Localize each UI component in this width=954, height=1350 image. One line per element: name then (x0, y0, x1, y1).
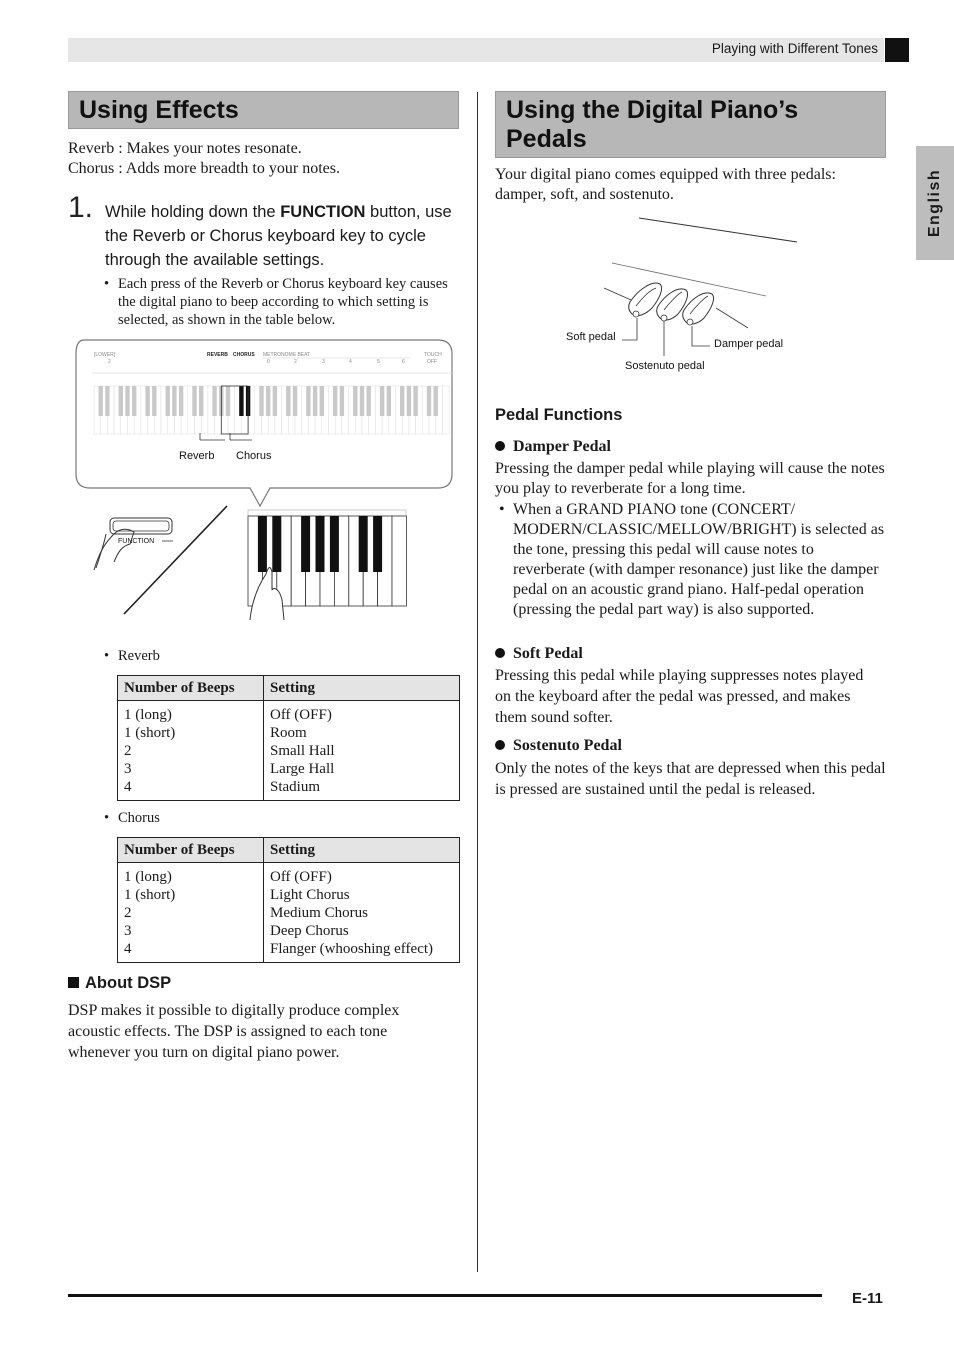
reverb-setting-3: Large Hall (270, 761, 335, 777)
panel-num-0: 2 (108, 359, 111, 365)
step-text-before: While holding down the (105, 203, 281, 221)
function-keyword: FUNCTION (280, 203, 366, 221)
bullet-dot-icon (495, 441, 505, 451)
panel-label-touch: TOUCH (424, 352, 442, 358)
black-key (166, 386, 170, 416)
reverb-setting-1: Room (270, 725, 307, 741)
step-bullet: Each press of the Reverb or Chorus keyboard key causes the digital piano to beep according to which setting is selected, as shown in the table below. (118, 276, 448, 328)
reverb-table-header-setting: Setting (264, 676, 460, 701)
reverb-settings-cell (264, 701, 460, 801)
black-key (192, 386, 196, 416)
chorus-beeps-4: 4 (124, 941, 132, 957)
black-key (427, 386, 431, 416)
black-key (273, 386, 277, 416)
white-key (392, 516, 406, 606)
def-desc-reverb: Makes your notes resonate. (126, 140, 302, 157)
black-key (105, 386, 109, 416)
pedals-heading-box (495, 91, 886, 158)
chorus-setting-3: Deep Chorus (270, 923, 349, 939)
black-key (380, 386, 384, 416)
keyboard-illustration (70, 338, 458, 620)
effect-definitions (68, 139, 468, 179)
soft-text: Pressing this pedal while playing suppresses notes played on the keyboard after the pedal was pressed, and makes them sound softer. (495, 667, 864, 726)
panel-num-3: 3 (322, 359, 325, 365)
black-key (400, 386, 404, 416)
reverb-beeps-3: 3 (124, 761, 132, 777)
sostenuto-heading (495, 737, 622, 755)
sostenuto-heading-text: Sostenuto Pedal (513, 737, 622, 754)
keyboard-top-strip (94, 386, 449, 434)
black-key (266, 386, 270, 416)
panel-label-metronome: METRONOME BEAT (263, 352, 311, 358)
black-key (353, 386, 357, 416)
pedals-title-line2: Pedals (506, 125, 587, 153)
chorus-settings-cell (264, 863, 460, 963)
pedals-intro: Your digital piano comes equipped with three pedals: damper, soft, and sostenuto. (495, 166, 836, 203)
step-number: 1. (68, 191, 94, 224)
reverb-setting-2: Small Hall (270, 743, 335, 759)
column-divider (477, 92, 478, 1272)
def-term-chorus: Chorus : (68, 160, 123, 177)
panel-num-1: 0 (267, 359, 270, 365)
black-key (320, 386, 324, 416)
chorus-table-header-beeps: Number of Beeps (118, 838, 264, 863)
bullet-mark: • (499, 501, 505, 518)
damper-text: Pressing the damper pedal while playing will cause the notes you play to reverberate for a long time. (495, 460, 885, 497)
pedals-illustration (560, 210, 800, 380)
black-key (387, 386, 391, 416)
black-key (340, 386, 344, 416)
black-key (199, 386, 203, 416)
black-key (373, 516, 382, 572)
black-key (293, 386, 297, 416)
damper-bullet: When a GRAND PIANO tone (CONCERT/ MODERN/CLASSIC/MELLOW/BRIGHT) is selected as the tone, pressing this pedal will cause notes to reverberate (with damper resonance) just like the damper pedal on an acoustic grand piano. Half-pedal operation (pressing the pedal part way) is also supported. (513, 501, 885, 618)
footer-rule (68, 1294, 822, 1297)
bullet-mark: • (104, 276, 110, 292)
black-key (272, 516, 281, 572)
chorus-beeps-cell (118, 863, 264, 963)
panel-label-lower: [LOWER] (94, 352, 116, 358)
table-row (118, 863, 460, 963)
black-key (212, 386, 216, 416)
black-key (316, 516, 325, 572)
chorus-beeps-0: 1 (long) (124, 869, 172, 885)
black-key (172, 386, 176, 416)
reverb-beeps-cell (118, 701, 264, 801)
panel-label-chorus: CHORUS (233, 352, 255, 358)
chorus-table (117, 837, 460, 963)
black-key (407, 386, 411, 416)
black-key (145, 386, 149, 416)
dsp-text: DSP makes it possible to digitally produce complex acoustic effects. The DSP is assigned to each tone whenever you turn on digital piano power. (68, 1002, 400, 1061)
callout-chorus-label: Chorus (236, 450, 272, 462)
black-key (258, 516, 267, 572)
soft-heading (495, 645, 583, 663)
black-key (413, 386, 417, 416)
chorus-beeps-3: 3 (124, 923, 132, 939)
header-marker (885, 38, 909, 62)
black-key (239, 386, 243, 416)
damper-heading (495, 438, 611, 456)
black-key (313, 386, 317, 416)
black-key (226, 386, 230, 416)
section-title: Playing with Different Tones (711, 41, 878, 56)
using-effects-title: Using Effects (79, 96, 239, 124)
table-row (118, 701, 460, 801)
black-key (330, 516, 339, 572)
dsp-heading (68, 974, 171, 993)
reverb-table-header-beeps: Number of Beeps (118, 676, 264, 701)
chorus-setting-0: Off (OFF) (270, 869, 332, 885)
bullet-mark: • (104, 810, 110, 826)
chorus-table-header-setting: Setting (264, 838, 460, 863)
reverb-setting-0: Off (OFF) (270, 707, 332, 723)
bullet-dot-icon (495, 648, 505, 658)
bullet-dot-icon (495, 740, 505, 750)
damper-heading-text: Damper Pedal (513, 438, 611, 455)
soft-pedal-label: Soft pedal (566, 331, 616, 343)
panel-num-4: 4 (349, 359, 352, 365)
reverb-beeps-4: 4 (124, 779, 132, 795)
chorus-beeps-1: 1 (short) (124, 887, 176, 903)
using-effects-heading-box (68, 91, 459, 129)
panel-num-5: 5 (377, 359, 380, 365)
step-instruction (105, 200, 455, 272)
square-bullet-icon (68, 977, 79, 988)
black-key (152, 386, 156, 416)
pedal-functions-heading: Pedal Functions (495, 406, 623, 424)
language-tab-label: English (926, 168, 943, 238)
page-number: E-11 (852, 1290, 883, 1307)
def-term-reverb: Reverb : (68, 140, 123, 157)
black-key (367, 386, 371, 416)
chorus-setting-1: Light Chorus (270, 887, 350, 903)
callout-reverb-label: Reverb (179, 450, 215, 462)
reverb-setting-4: Stadium (270, 779, 321, 795)
chorus-beeps-2: 2 (124, 905, 132, 921)
language-tab (916, 146, 954, 260)
black-key (306, 386, 310, 416)
black-key (179, 386, 183, 416)
black-key (99, 386, 103, 416)
white-key (442, 386, 449, 434)
reverb-beeps-1: 1 (short) (124, 725, 176, 741)
panel-num-2: 2 (294, 359, 297, 365)
pedals-title-line1: Using the Digital Piano’s (506, 96, 799, 124)
chorus-setting-2: Medium Chorus (270, 905, 368, 921)
black-key (301, 516, 310, 572)
chorus-table-caption: Chorus (118, 810, 160, 826)
chorus-setting-4: Flanger (whooshing effect) (270, 941, 434, 957)
black-key (434, 386, 438, 416)
bullet-mark: • (104, 648, 110, 664)
sostenuto-pedal-label: Sostenuto pedal (625, 360, 705, 372)
panel-label-off: OFF (427, 359, 437, 365)
dsp-heading-text: About DSP (85, 974, 172, 992)
reverb-table (117, 675, 460, 801)
function-button-drawing (110, 518, 172, 534)
reverb-beeps-2: 2 (124, 743, 132, 759)
panel-label-reverb: REVERB (207, 352, 228, 358)
black-key (359, 516, 368, 572)
black-key (119, 386, 123, 416)
black-key (259, 386, 263, 416)
sostenuto-text: Only the notes of the keys that are depressed when this pedal is pressed are sustained until the pedal is released. (495, 760, 886, 798)
reverb-beeps-0: 1 (long) (124, 707, 172, 723)
black-key (333, 386, 337, 416)
soft-heading-text: Soft Pedal (513, 645, 583, 662)
black-key (125, 386, 129, 416)
black-key (286, 386, 290, 416)
black-key (360, 386, 364, 416)
black-key (132, 386, 136, 416)
def-desc-chorus: Adds more breadth to your notes. (125, 160, 340, 177)
function-button-label: FUNCTION (118, 538, 155, 545)
reverb-table-caption: Reverb (118, 648, 160, 664)
damper-pedal-label: Damper pedal (714, 338, 784, 350)
panel-num-6: 6 (402, 359, 405, 365)
step-text-after: button, use the Reverb or Chorus keyboard key to cycle through the available settings. (105, 203, 452, 269)
